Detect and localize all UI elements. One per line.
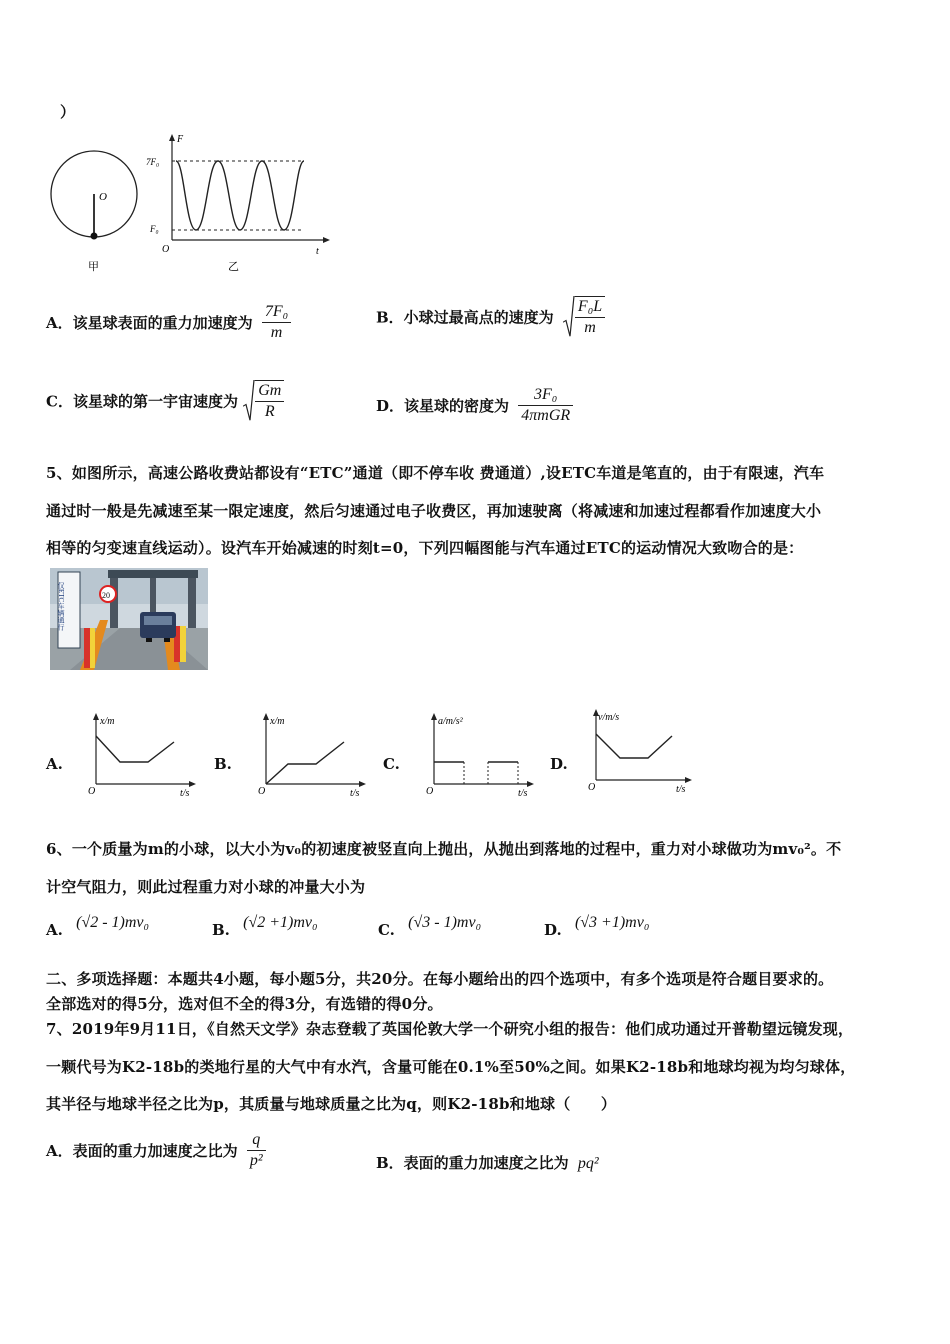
expression: pq² [577, 1155, 599, 1172]
expression: (√2 - 1)mv₀ [76, 914, 150, 931]
curve [96, 736, 174, 762]
q5-graph-b [254, 712, 369, 798]
option-b-text: B．小球过最高点的速度为 [376, 308, 554, 327]
axis-F: F [177, 134, 184, 145]
axis-t: t [316, 246, 319, 257]
q5-option-d[interactable]: D. [550, 755, 568, 773]
q6-option-d[interactable]: D. (√3 +1)mv₀ [544, 914, 650, 939]
q5-line-2: 通过时一般是先减速至某一限定速度，然后匀速通过电子收费区，再加速驶离（将减速和加速过程都看作加速度大小 [46, 502, 822, 520]
svg-text:v/m/s: v/m/s [598, 712, 620, 723]
svg-text:x/m: x/m [100, 716, 115, 727]
q5-graph-c [422, 712, 537, 798]
q7-line-2: 一颗代号为K2-18b的类地行星的大气中有水汽，含量可能在0.1%至50%之间。如果K2-18b和地球均视为均匀球体， [46, 1058, 856, 1076]
q5-graph-a [84, 712, 199, 798]
center-label: O [99, 191, 107, 203]
option-c-text: C．该星球的第一宇宙速度为 [46, 392, 238, 411]
q5-option-a[interactable]: A. [46, 755, 63, 773]
q6-option-b[interactable]: B. (√2 +1)mv₀ [212, 914, 318, 939]
q6-option-c[interactable]: C. (√3 - 1)mv₀ [378, 914, 482, 939]
q5-option-c[interactable]: C. [383, 755, 400, 773]
fig-yi-label: 乙 [228, 261, 239, 273]
curve [266, 742, 344, 784]
option-a-text: A．该星球表面的重力加速度为 [46, 314, 253, 332]
oscillation-curve [176, 161, 304, 230]
origin: O [162, 244, 170, 255]
svg-text:t/s: t/s [350, 788, 360, 798]
svg-text:a/m/s²: a/m/s² [438, 716, 463, 727]
svg-text:t/s: t/s [180, 788, 190, 798]
q5-graph-d [584, 708, 699, 794]
q4-figure-yi [146, 130, 336, 275]
q4-option-a[interactable] [46, 302, 291, 343]
fraction: $\frac{\text{7F₀}}{m}$ [262, 302, 291, 343]
option-b-text: B．表面的重力加速度之比为 [376, 1154, 569, 1172]
option-a-text: A．表面的重力加速度之比为 [46, 1142, 238, 1160]
speed-limit-value: 20 [102, 591, 110, 600]
label-7F0: 7F₀ [146, 157, 160, 167]
fig-jia-label: 甲 [88, 261, 99, 273]
svg-text:x/m: x/m [270, 716, 285, 727]
q7-option-a[interactable] [46, 1130, 266, 1171]
sqrt: $\frac{Gm}{R}$ [243, 380, 284, 422]
svg-text:t/s: t/s [676, 784, 686, 794]
q6-line-1: 6、一个质量为m的小球，以大小为v₀的初速度被竖直向上抛出，从抛出到落地的过程中，重力对小球做功为mv₀²。不 [46, 840, 842, 858]
label-F0: F₀ [150, 224, 159, 234]
etc-photo [50, 568, 208, 670]
etc-sign-text: 仅ETC车辆通行 [57, 582, 65, 631]
q7-line-1: 7、2019年9月11日，《自然天文学》杂志登载了英国伦敦大学一个研究小组的报告：他们成功通过开普勒望远镜发现， [46, 1020, 854, 1038]
svg-text:O: O [258, 786, 266, 797]
svg-text:t/s: t/s [518, 788, 528, 798]
q5-line-1: 5、如图所示，高速公路收费站都设有“ETC”通道（即不停车收 费通道）,设ETC车道是笔直的，由于有限速，汽车 [46, 464, 825, 482]
q4-closing-paren: ） [60, 103, 76, 121]
q7-option-b[interactable] [376, 1152, 599, 1173]
fraction: $\frac{q}{\text{p²}}$ [247, 1130, 266, 1171]
q5-line-3: 相等的匀变速直线运动）。设汽车开始减速的时刻t=0，下列四幅图能与汽车通过ETC的运动情况大致吻合的是： [46, 539, 804, 557]
q4-option-d[interactable] [376, 385, 573, 426]
option-d-text: D．该星球的密度为 [376, 397, 510, 415]
section2-line-2: 全部选对的得5分，选对但不全的得3分，有选错的得0分。 [46, 995, 443, 1013]
q4-option-c[interactable] [46, 380, 284, 422]
expression: (√3 - 1)mv₀ [408, 914, 482, 931]
expression: (√3 +1)mv₀ [574, 914, 650, 931]
q6-line-2: 计空气阻力，则此过程重力对小球的冲量大小为 [46, 878, 366, 896]
q5-option-b[interactable]: B. [214, 755, 232, 773]
q7-line-3: 其半径与地球半径之比为p，其质量与地球质量之比为q，则K2-18b和地球（ ） [46, 1095, 617, 1113]
section2-line-1: 二、多项选择题：本题共4小题，每小题5分，共20分。在每小题给出的四个选项中，有多个选项是符合题目要求的。 [46, 970, 834, 988]
expression: (√2 +1)mv₀ [243, 914, 318, 931]
fraction: $\frac{\text{3F₀}}{\text{4πmGR}}$ [518, 385, 573, 426]
svg-text:O: O [426, 786, 434, 797]
curve [596, 734, 672, 758]
q4-option-b[interactable] [376, 296, 605, 338]
q4-figure-jia [46, 148, 146, 276]
svg-text:O: O [588, 782, 596, 793]
svg-text:O: O [88, 786, 96, 797]
q6-option-a[interactable]: A. (√2 - 1)mv₀ [46, 914, 150, 939]
ball [91, 233, 98, 240]
sqrt: $\frac{\text{F₀L}}{m}$ [563, 296, 605, 338]
